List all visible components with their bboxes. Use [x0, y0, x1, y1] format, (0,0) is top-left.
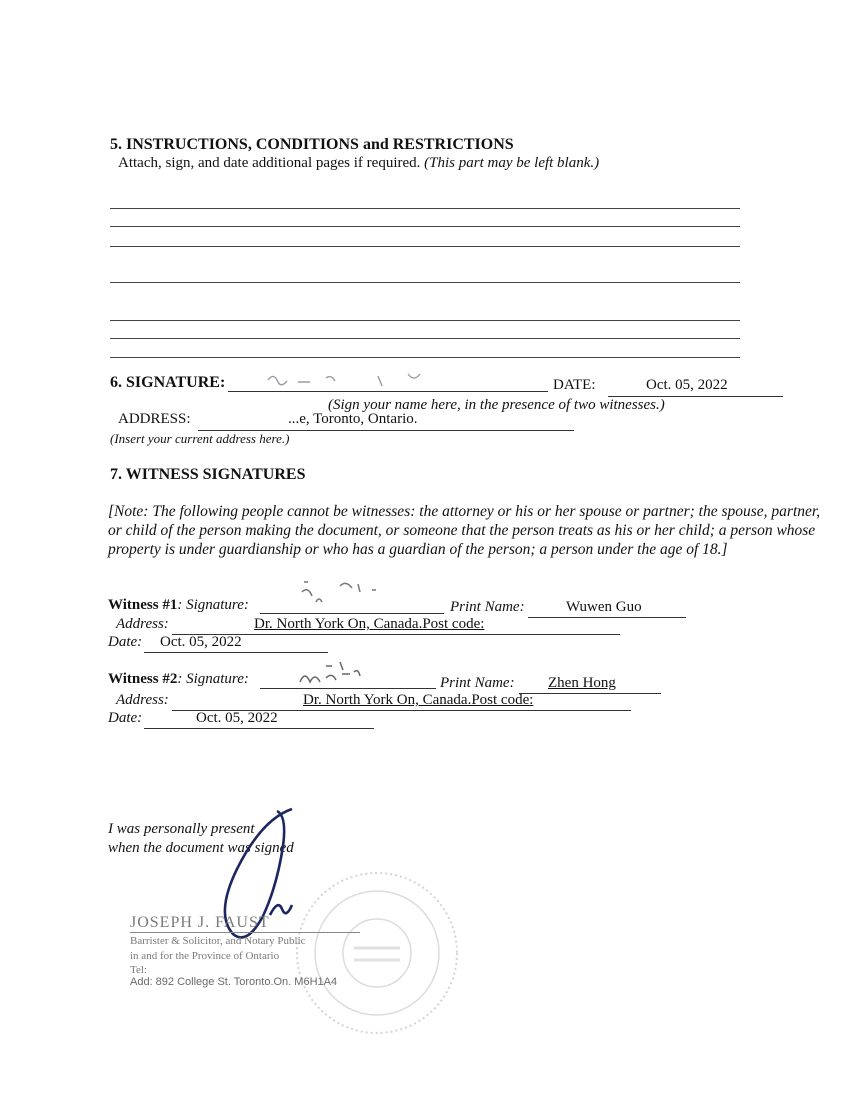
notary-stamp-line-3: Tel:: [130, 964, 147, 976]
principal-signature-scribble: [258, 368, 438, 394]
section-7-heading: 7. WITNESS SIGNATURES: [110, 466, 306, 483]
instructions-text: Attach, sign, and date additional pages if required.: [118, 155, 421, 171]
witness-2-date-label: Date:: [108, 710, 143, 726]
notary-presence-line-1: I was personally present: [108, 821, 255, 837]
witness-1-name: Wuwen Guo: [566, 599, 642, 615]
witness-2-signature-scribble: [296, 660, 386, 690]
notary-stamp-line-1: Barrister & Solicitor, and Notary Public: [130, 935, 306, 947]
witness-1-date-field: [144, 634, 328, 653]
blank-line: [110, 338, 740, 339]
blank-line: [110, 208, 740, 209]
witness-1-signature-row: [108, 597, 249, 614]
notary-seal: [292, 868, 462, 1038]
date-value: Oct. 05, 2022: [646, 377, 728, 393]
address-value: ...e, Toronto, Ontario.: [288, 411, 418, 427]
notary-stamp-name: JOSEPH J. FAUST: [130, 914, 360, 933]
blank-line: [110, 320, 740, 321]
blank-line: [110, 246, 740, 247]
witness-2-label: Witness #2: [108, 671, 178, 687]
witness-2-date-value: Oct. 05, 2022: [196, 710, 278, 726]
witness-note: [108, 502, 824, 559]
note-text: The following people cannot be witnesses: the attorney or his or her spouse or partner; the spouse, partner, or child of the person making the document, or someone that the person treats as his or her child; a person whose property is under guardianship or who has a guardian of the person; a person under the age of 18.]: [108, 503, 821, 558]
witness-1-address-field: [172, 616, 620, 635]
notary-stamp-line-4: Add: 892 College St. Toronto.On. M6H1A4: [130, 976, 338, 988]
witness-1-address-value: Dr. North York On, Canada.Post code:: [254, 616, 485, 632]
section-5-heading: 5. INSTRUCTIONS, CONDITIONS and RESTRICTIONS: [110, 136, 514, 153]
witness-1-label: Witness #1: [108, 597, 178, 613]
blank-line: [110, 357, 740, 358]
notary-stamp-line-2: in and for the Province of Ontario: [130, 950, 280, 962]
witness-2-signature-row: [108, 671, 249, 688]
witness-1-signature-line: [260, 613, 444, 614]
witness-1-signature-label: : Signature:: [177, 597, 249, 613]
blank-line: [110, 226, 740, 227]
witness-1-print-label: Print Name:: [450, 599, 525, 615]
witness-1-signature-scribble: [296, 576, 396, 610]
date-label: DATE:: [553, 377, 596, 393]
note-label: [Note:: [108, 503, 149, 520]
date-field: [608, 377, 783, 397]
witness-1-date-value: Oct. 05, 2022: [160, 634, 242, 650]
notary-presence-line-2: when the document was signed: [108, 840, 294, 856]
section-5-instructions: [118, 155, 599, 172]
witness-1-address-label: Address:: [116, 616, 169, 632]
signature-hint: (Sign your name here, in the presence of two witnesses.): [328, 397, 665, 413]
address-field: [198, 411, 574, 431]
witness-2-address-label: Address:: [116, 692, 169, 708]
witness-2-name: Zhen Hong: [548, 675, 616, 691]
instructions-optional-note: (This part may be left blank.): [424, 155, 600, 171]
witness-2-date-field: [144, 710, 374, 729]
address-hint: (Insert your current address here.): [110, 431, 290, 446]
witness-2-signature-label: : Signature:: [177, 671, 249, 687]
witness-1-date-label: Date:: [108, 634, 143, 650]
blank-line: [110, 282, 740, 283]
address-label: ADDRESS:: [118, 411, 191, 427]
witness-2-address-field: [172, 692, 631, 711]
section-6-heading: 6. SIGNATURE:: [110, 374, 226, 391]
witness-2-print-label: Print Name:: [440, 675, 515, 691]
witness-2-address-value: Dr. North York On, Canada.Post code:: [303, 692, 534, 708]
